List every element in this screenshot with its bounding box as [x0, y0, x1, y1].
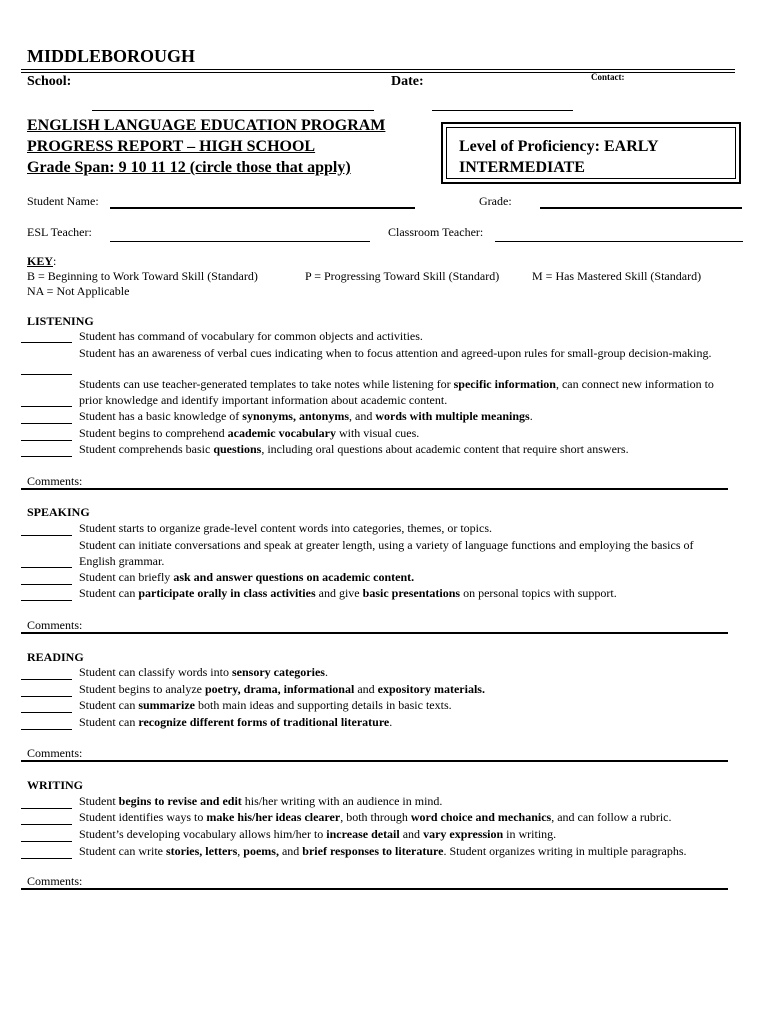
item-text: Student can briefly [79, 570, 174, 584]
item-text: . Student organizes writing in multiple paragraphs. [443, 844, 687, 858]
item-text: Student has an awareness of verbal cues indicating when to focus attention and agreed-upon rules for small-group decision-making. [79, 346, 712, 360]
item-text: in writing. [503, 827, 557, 841]
item-text: Students can use teacher-generated templates to take notes while listening for [79, 377, 454, 391]
bold-text: questions [213, 442, 262, 456]
item-text: Student [79, 794, 119, 808]
list-item [79, 537, 724, 569]
list-item [79, 425, 724, 441]
rating-blank[interactable] [21, 456, 72, 457]
proficiency-line-2: INTERMEDIATE [459, 159, 585, 176]
item-text: on personal topics with support. [460, 586, 617, 600]
district-title: MIDDLEBOROUGH [27, 46, 196, 66]
rating-blank[interactable] [21, 841, 72, 842]
item-text: Student identifies ways to [79, 810, 207, 824]
bold-text: ask and answer questions on academic content. [173, 570, 415, 584]
key-p: P = Progressing Toward Skill (Standard) [305, 269, 500, 283]
key-b: B = Beginning to Work Toward Skill (Standard) [27, 269, 258, 283]
reading-title: READING [27, 650, 84, 664]
item-text: and [354, 682, 378, 696]
item-text: Student’s developing vocabulary allows him/her to [79, 827, 327, 841]
key-label: KEY [27, 254, 54, 268]
rating-blank[interactable] [21, 423, 72, 424]
key-heading [27, 254, 56, 269]
list-item [79, 585, 724, 601]
list-item [79, 793, 724, 809]
rating-blank[interactable] [21, 696, 72, 697]
list-item [79, 345, 724, 361]
report-title: PROGRESS REPORT – HIGH SCHOOL [27, 138, 316, 155]
item-text: both main ideas and supporting details in basic texts. [194, 698, 452, 712]
esl-teacher-label: ESL Teacher: [27, 225, 92, 239]
bold-text: make his/her ideas clearer [206, 810, 341, 824]
item-text: Student can [79, 715, 139, 729]
comments-rule[interactable] [21, 632, 728, 634]
bold-text: stories, letters [165, 844, 238, 858]
item-text: Student can [79, 698, 139, 712]
key-m: M = Has Mastered Skill (Standard) [532, 269, 702, 283]
item-text: and [399, 827, 424, 841]
rating-blank[interactable] [21, 808, 72, 809]
bold-text: vary expression [423, 827, 504, 841]
item-text: Student begins to comprehend [79, 426, 228, 440]
bold-text: poems, [243, 844, 279, 858]
bold-text: summarize [138, 698, 195, 712]
item-text: , [237, 844, 244, 858]
bold-text: participate orally in class activities [138, 586, 316, 600]
classroom-teacher-field[interactable] [495, 241, 743, 242]
item-text: , and can follow a rubric. [551, 810, 672, 824]
item-text: . [529, 409, 533, 423]
rating-blank[interactable] [21, 342, 72, 343]
item-text: Student can [79, 586, 139, 600]
rating-blank[interactable] [21, 567, 72, 568]
comments-label: Comments: [27, 746, 83, 760]
bold-text: words with multiple meanings [375, 409, 530, 423]
bold-text: increase detail [326, 827, 400, 841]
bold-text: synonyms, antonyms [242, 409, 349, 423]
item-text: and [278, 844, 303, 858]
item-text: . [324, 665, 328, 679]
list-item [79, 441, 724, 457]
list-item [79, 328, 724, 344]
list-item [79, 681, 724, 697]
bold-text: poetry, drama, informational [204, 682, 355, 696]
comments-rule[interactable] [21, 760, 728, 762]
comments-rule[interactable] [21, 488, 728, 490]
rating-blank[interactable] [21, 440, 72, 441]
item-text: Student can write [79, 844, 166, 858]
rating-blank[interactable] [21, 679, 72, 680]
school-field[interactable] [92, 110, 374, 111]
date-field[interactable] [432, 110, 573, 111]
item-text: , can connect new information to prior knowledge and identify important information about academic content. [79, 377, 714, 407]
rating-blank[interactable] [21, 824, 72, 825]
contact-label: Contact: [591, 72, 625, 82]
list-item [79, 664, 724, 680]
header-rule-bottom [21, 72, 735, 73]
key-na: NA = Not Applicable [27, 284, 130, 298]
list-item [79, 520, 724, 536]
comments-label: Comments: [27, 618, 83, 632]
classroom-teacher-label: Classroom Teacher: [388, 225, 484, 239]
date-label: Date: [391, 74, 424, 89]
item-text: Student has command of vocabulary for common objects and activities. [79, 329, 423, 343]
comments-label: Comments: [27, 874, 83, 888]
school-label: School: [27, 74, 72, 89]
item-text: , both through [340, 810, 411, 824]
item-text: Student starts to organize grade-level content words into categories, themes, or topics. [79, 521, 492, 535]
item-text: Student comprehends basic [79, 442, 214, 456]
bold-text: specific information [453, 377, 556, 391]
list-item [79, 408, 724, 424]
bold-text: begins to revise and edit [118, 794, 242, 808]
item-text: with visual cues. [335, 426, 420, 440]
item-text: , including oral questions about academic content that require short answers. [261, 442, 629, 456]
rating-blank[interactable] [21, 729, 72, 730]
list-item [79, 376, 724, 408]
proficiency-box [441, 122, 741, 184]
item-text: . [389, 715, 393, 729]
list-item [79, 714, 724, 730]
key-colon: : [53, 254, 57, 268]
proficiency-inner-border [446, 127, 736, 179]
rating-blank[interactable] [21, 712, 72, 713]
program-title: ENGLISH LANGUAGE EDUCATION PROGRAM [27, 117, 386, 134]
esl-teacher-field[interactable] [110, 241, 370, 242]
bold-text: basic presentations [362, 586, 461, 600]
item-text: Student can classify words into [79, 665, 232, 679]
listening-title: LISTENING [27, 314, 94, 328]
list-item [79, 809, 724, 825]
item-text: Student can initiate conversations and speak at greater length, using a variety of language functions and employing the basics of English grammar. [79, 538, 694, 568]
header-rule-top [21, 69, 735, 70]
list-item [79, 843, 724, 859]
rating-blank[interactable] [21, 406, 72, 407]
item-text: Student has a basic knowledge of [79, 409, 243, 423]
grade-field[interactable] [540, 207, 742, 209]
item-text: his/her writing with an audience in mind. [241, 794, 443, 808]
bold-text: word choice and mechanics [410, 810, 552, 824]
rating-blank[interactable] [21, 535, 72, 536]
list-item [79, 569, 724, 585]
student-name-field[interactable] [110, 207, 415, 209]
rating-blank[interactable] [21, 584, 72, 585]
bold-text: brief responses to literature [302, 844, 444, 858]
list-item [79, 826, 724, 842]
writing-title: WRITING [27, 778, 84, 792]
speaking-title: SPEAKING [27, 505, 90, 519]
rating-blank[interactable] [21, 374, 72, 375]
item-text: , and [349, 409, 376, 423]
bold-text: sensory categories [231, 665, 325, 679]
item-text: Student begins to analyze [79, 682, 205, 696]
student-name-label: Student Name: [27, 194, 99, 208]
grade-span: Grade Span: 9 10 11 12 (circle those that apply) [27, 159, 351, 176]
comments-rule[interactable] [21, 888, 728, 890]
rating-blank[interactable] [21, 600, 72, 601]
list-item [79, 697, 724, 713]
grade-label: Grade: [479, 194, 512, 208]
item-text: and give [315, 586, 363, 600]
bold-text: expository materials. [377, 682, 485, 696]
bold-text: academic vocabulary [227, 426, 336, 440]
bold-text: recognize different forms of traditional literature [138, 715, 390, 729]
comments-label: Comments: [27, 474, 83, 488]
proficiency-line-1: Level of Proficiency: EARLY [459, 138, 659, 155]
rating-blank[interactable] [21, 858, 72, 859]
